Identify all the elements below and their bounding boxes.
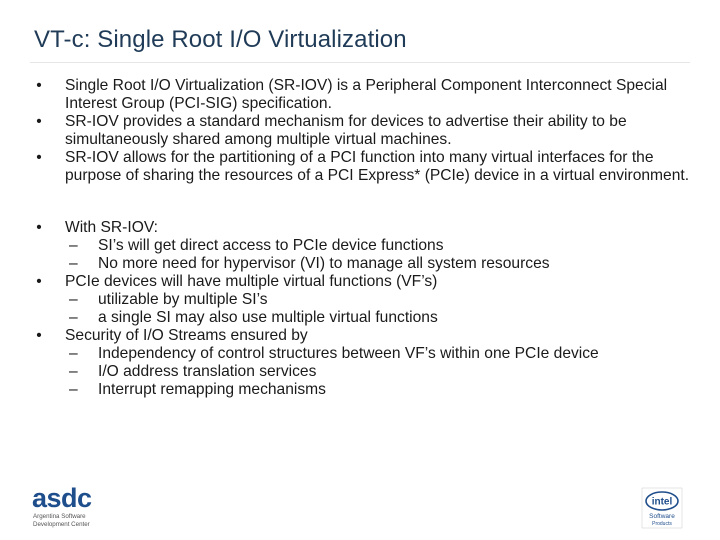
bullet-icon: • — [36, 327, 42, 344]
sub-bullet-text: utilizable by multiple SI’s — [98, 291, 268, 308]
bullet-icon: • — [36, 219, 42, 236]
slide-title: VT-c: Single Root I/O Virtualization — [34, 26, 407, 53]
sub-bullet-item — [34, 381, 694, 399]
sub-bullet-item — [34, 363, 694, 381]
sub-bullet-item — [34, 237, 694, 255]
dash-icon: – — [69, 345, 78, 362]
bullet-text: PCIe devices will have multiple virtual functions (VF’s) — [65, 273, 438, 290]
bullet-text: SR-IOV provides a standard mechanism for devices to advertise their ability to be simultaneously shared among multiple virtual machines. — [65, 113, 627, 148]
bullet-text: Security of I/O Streams ensured by — [65, 327, 308, 344]
bullet-icon: • — [36, 77, 42, 94]
asdc-logo — [30, 482, 110, 532]
bullet-item — [34, 219, 694, 237]
svg-text:Argentina Software: Argentina Software — [33, 513, 86, 520]
sub-bullet-text: I/O address translation services — [98, 363, 317, 380]
bullet-text: SR-IOV allows for the partitioning of a PCI function into many virtual interfaces for the purpose of sharing the resources of a PCI Express* (PCIe) device in a virtual environment. — [65, 149, 690, 184]
bullet-item — [34, 327, 694, 345]
bullet-icon: • — [36, 113, 42, 130]
bullet-icon: • — [36, 149, 42, 166]
dash-icon: – — [69, 381, 78, 398]
bullet-item — [34, 113, 694, 149]
svg-text:intel: intel — [651, 496, 673, 508]
slide-content — [34, 77, 694, 399]
sub-bullet-text: SI’s will get direct access to PCIe device functions — [98, 237, 444, 254]
bullet-item — [34, 77, 694, 113]
dash-icon: – — [69, 309, 78, 326]
sub-bullet-item — [34, 345, 694, 363]
bullet-text: With SR-IOV: — [65, 219, 158, 236]
spacer — [34, 185, 694, 219]
sub-bullet-text: a single SI may also use multiple virtual functions — [98, 309, 438, 326]
dash-icon: – — [69, 291, 78, 308]
bullet-item — [34, 149, 694, 185]
dash-icon: – — [69, 255, 78, 272]
title-divider — [30, 62, 690, 63]
svg-text:Products: Products — [652, 521, 672, 527]
sub-bullet-item — [34, 309, 694, 327]
svg-text:asdc: asdc — [32, 483, 92, 513]
intel-logo — [641, 487, 683, 529]
sub-bullet-text: No more need for hypervisor (VI) to manage all system resources — [98, 255, 550, 272]
bullet-icon: • — [36, 273, 42, 290]
sub-bullet-text: Interrupt remapping mechanisms — [98, 381, 326, 398]
bullet-item — [34, 273, 694, 291]
bullet-text: Single Root I/O Virtualization (SR-IOV) is a Peripheral Component Interconnect Special Interest Group (PCI-SIG) specification. — [65, 77, 668, 112]
dash-icon: – — [69, 363, 78, 380]
svg-text:Software: Software — [649, 513, 675, 520]
svg-text:Development Center: Development Center — [33, 521, 90, 528]
sub-bullet-item — [34, 255, 694, 273]
sub-bullet-item — [34, 291, 694, 309]
sub-bullet-text: Independency of control structures between VF’s within one PCIe device — [98, 345, 599, 362]
dash-icon: – — [69, 237, 78, 254]
